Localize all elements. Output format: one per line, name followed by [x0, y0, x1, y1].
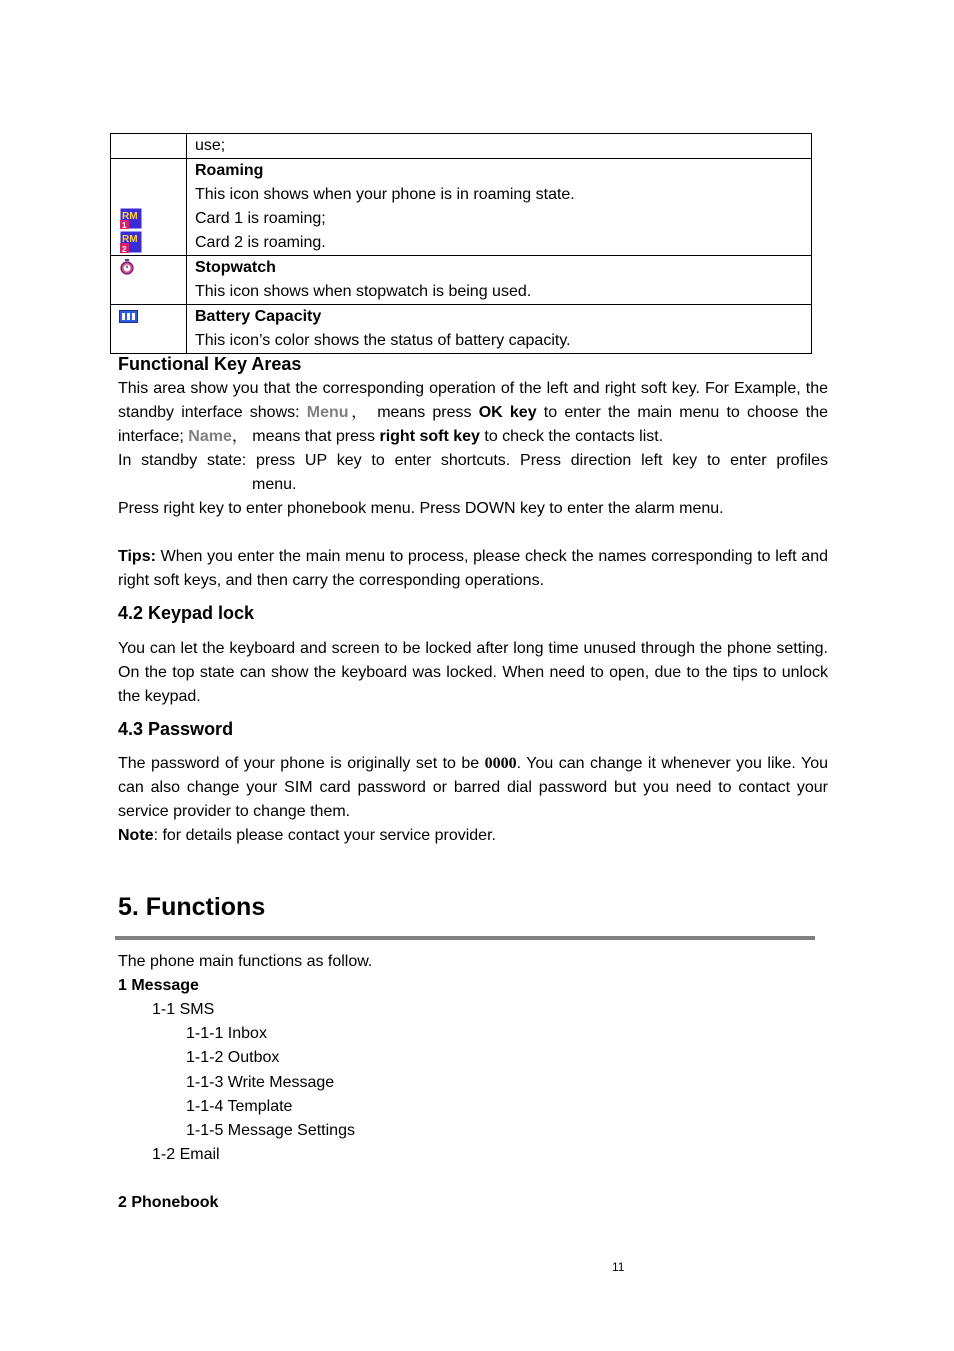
menu-item-level3: 1-1-5 Message Settings	[186, 1122, 355, 1139]
tips-label: Tips:	[118, 548, 156, 565]
svg-text:RM: RM	[122, 234, 138, 245]
stopwatch-icon	[119, 259, 135, 275]
menu-item-level1: 1 Message	[118, 977, 199, 994]
battery-title: Battery Capacity	[195, 308, 322, 325]
paragraph: You can let the keyboard and screen to be locked after long time unused through the phone setting. On the top state can show the keyboard was locked. When need to open, due to the tips to unlock the keypad.	[118, 640, 828, 705]
icon-cell	[111, 305, 187, 354]
description-cell	[187, 305, 812, 354]
table-row-battery	[111, 305, 812, 354]
note-label: Note	[118, 827, 154, 844]
menu-item-level3: 1-1-3 Write Message	[186, 1074, 335, 1091]
roaming-card1-icon	[120, 208, 142, 230]
section-heading: 4.3 Password	[118, 719, 234, 739]
icon-cell	[111, 256, 187, 305]
section-heading: Functional Key Areas	[118, 354, 302, 374]
roaming-line: This icon shows when your phone is in roaming state.	[195, 186, 575, 203]
name-softkey-label: Name	[188, 428, 232, 445]
tips-paragraph: Tips: When you enter the main menu to process, please check the names corresponding to left and right soft keys, and then carry the corresponding operations.	[118, 548, 828, 589]
description-cell	[187, 256, 812, 305]
menu-item-level3: 1-1-2 Outbox	[186, 1049, 280, 1066]
svg-text:RM: RM	[122, 211, 138, 222]
status-icon-table	[110, 133, 812, 354]
default-password: 0000	[484, 755, 517, 772]
battery-line: This icon’s color shows the status of battery capacity.	[195, 332, 571, 349]
menu-item-level2: 1-1 SMS	[152, 1001, 215, 1018]
svg-text:1: 1	[122, 221, 127, 230]
section-heading: 4.2 Keypad lock	[118, 603, 255, 623]
paragraph: This area show you that the corresponding operation of the left and right soft key. For Example, the standby interface shows: Menu， means press OK key to enter the main menu to choose the interface; Name， means that press right soft key to check the contacts list.	[118, 380, 829, 445]
paragraph: The phone main functions as follow.	[118, 953, 373, 970]
table-row-roaming	[111, 159, 812, 256]
note-paragraph: Note: for details please contact your service provider.	[118, 827, 496, 844]
menu-item-level3: 1-1-4 Template	[186, 1098, 293, 1115]
icon-cell	[111, 159, 187, 256]
svg-text:2: 2	[122, 245, 127, 254]
roaming-card-icons	[119, 207, 143, 255]
paragraph: The password of your phone is originally set to be 0000. You can change it whenever you like. You can also change your SIM card password or barred dial password but you need to contact your service provider to change them.	[118, 755, 829, 820]
icon-cell	[111, 134, 187, 159]
stopwatch-title: Stopwatch	[195, 259, 276, 276]
description-cell	[187, 159, 812, 256]
battery-icon	[119, 310, 139, 323]
menu-item-level2: 1-2 Email	[152, 1146, 220, 1163]
paragraph: In standby state: press UP key to enter shortcuts. Press direction left key to enter profiles	[118, 452, 828, 469]
menu-item-level3: 1-1-1 Inbox	[186, 1025, 267, 1042]
menu-item-level1: 2 Phonebook	[118, 1194, 219, 1211]
table-row	[111, 134, 812, 159]
description-cell: use;	[187, 134, 812, 159]
chapter-heading: 5. Functions	[118, 893, 266, 921]
paragraph: Press right key to enter phonebook menu. Press DOWN key to enter the alarm menu.	[118, 500, 724, 517]
roaming-line: Card 2 is roaming.	[195, 234, 326, 251]
stopwatch-line: This icon shows when stopwatch is being used.	[195, 283, 532, 300]
page-number: 11	[612, 1260, 625, 1274]
roaming-title: Roaming	[195, 162, 264, 179]
menu-softkey-label: Menu	[306, 404, 349, 421]
roaming-card2-icon	[120, 231, 142, 254]
table-row-stopwatch	[111, 256, 812, 305]
roaming-line: Card 1 is roaming;	[195, 210, 326, 227]
paragraph-continuation: menu.	[252, 476, 297, 493]
heading-rule	[115, 936, 815, 940]
